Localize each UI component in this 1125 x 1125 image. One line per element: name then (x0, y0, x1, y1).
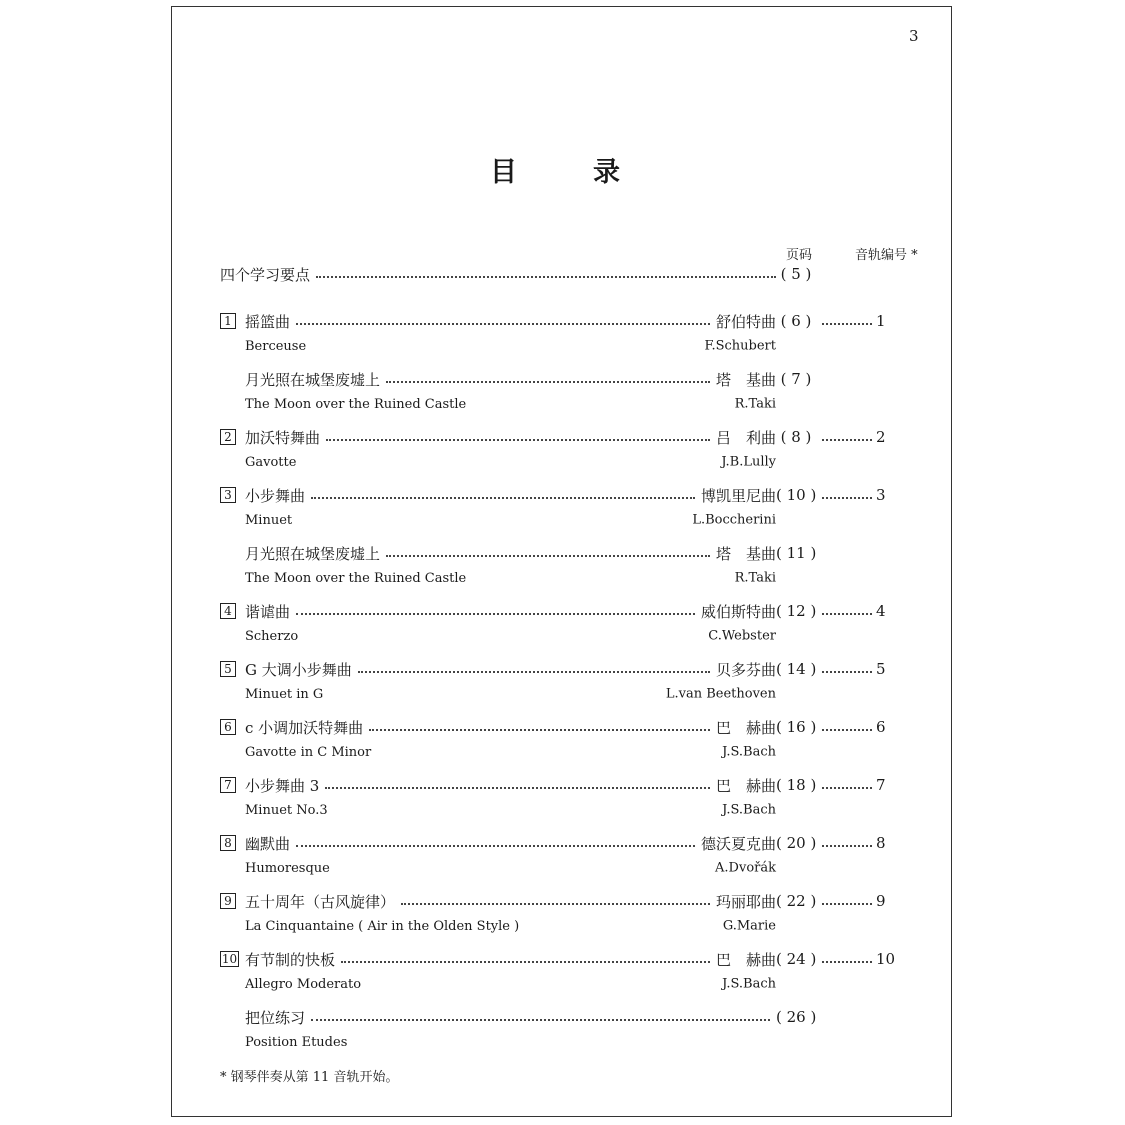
track-number: 7 (876, 776, 886, 794)
piece-title-en: Berceuse (245, 338, 307, 354)
toc-entry-en-line (220, 742, 890, 762)
toc-entry-cn-line (220, 426, 890, 448)
piece-title-cn: 月光照在城堡废墟上 (245, 370, 381, 389)
toc-entry-en-line (220, 394, 890, 414)
composer-en: F.Schubert (704, 338, 776, 354)
track-leader-dots (822, 845, 872, 847)
composer-en: R.Taki (734, 396, 776, 412)
toc-entry-cn-line (220, 948, 896, 970)
piece-title-cn: 小步舞曲 3 (245, 776, 320, 795)
toc-entry-en-line (220, 916, 890, 936)
composer-cn: 吕 利曲 (715, 428, 776, 447)
piece-title-en: Scherzo (245, 628, 299, 644)
piece-number-box: 3 (220, 487, 236, 503)
leader-dots (369, 729, 710, 731)
piece-title-cn: 月光照在城堡废墟上 (245, 544, 381, 563)
composer-cn: 巴 赫曲 (715, 950, 776, 969)
piece-title-cn: 小步舞曲 (245, 486, 306, 505)
composer-cn: 塔 基曲 (715, 544, 776, 563)
page-ref: ( 26 ) (776, 1008, 817, 1026)
composer-cn: 贝多芬曲 (715, 660, 776, 679)
composer-en: G.Marie (722, 918, 776, 934)
page-ref: ( 6 ) (780, 312, 812, 330)
piece-title-cn: 谐谑曲 (245, 602, 291, 621)
piece-number-box: 4 (220, 603, 236, 619)
composer-cn: 德沃夏克曲 (700, 834, 776, 853)
piece-title-cn: 幽默曲 (245, 834, 291, 853)
piece-title-en: Gavotte (245, 454, 297, 470)
piece-title-cn: c 小调加沃特舞曲 (245, 718, 364, 737)
track-number: 3 (876, 486, 886, 504)
composer-cn: 巴 赫曲 (715, 776, 776, 795)
piece-number-box: 7 (220, 777, 236, 793)
track-number: 1 (876, 312, 886, 330)
composer-cn: 塔 基曲 (715, 370, 776, 389)
composer-en: J.S.Bach (722, 802, 776, 818)
piece-title-en: Allegro Moderato (245, 976, 362, 992)
toc-entry-en-line (220, 336, 890, 356)
piece-number-box: 10 (221, 952, 238, 966)
composer-en: J.S.Bach (722, 976, 776, 992)
page-ref: ( 18 ) (776, 776, 817, 794)
column-header-track: 音轨编号 * (855, 248, 918, 263)
page-ref: ( 12 ) (776, 602, 817, 620)
page-ref: ( 16 ) (776, 718, 817, 736)
track-leader-dots (822, 671, 872, 673)
toc-entry-cn-line (220, 484, 890, 506)
composer-cn: 巴 赫曲 (715, 718, 776, 737)
composer-en: C.Webster (708, 628, 776, 644)
piece-title-en: The Moon over the Ruined Castle (245, 570, 467, 586)
piece-number-box: 2 (220, 429, 236, 445)
piece-title-en: The Moon over the Ruined Castle (245, 396, 467, 412)
track-leader-dots (822, 729, 872, 731)
track-leader-dots (822, 903, 872, 905)
piece-number-box: 1 (220, 313, 236, 329)
toc-entry-en-line (220, 1032, 890, 1052)
page-ref: ( 7 ) (780, 370, 812, 388)
toc-entry-en-line (220, 452, 890, 472)
toc-entry-cn-line (220, 658, 890, 680)
composer-cn: 博凯里尼曲 (700, 486, 776, 505)
piece-title-en: Minuet in G (245, 686, 324, 702)
track-number: 4 (876, 602, 886, 620)
leader-dots (326, 439, 710, 441)
toc-entry-cn-line (220, 310, 890, 332)
piece-title-cn: 把位练习 (245, 1008, 306, 1027)
composer-en: A.Dvořák (715, 860, 776, 876)
piece-title-en: La Cinquantaine ( Air in the Olden Style ) (245, 918, 520, 934)
page-ref: ( 24 ) (776, 950, 817, 968)
track-number: 5 (876, 660, 886, 678)
toc-entry-en-line (220, 974, 890, 994)
track-number: 9 (876, 892, 886, 910)
composer-cn: 玛丽耶曲 (715, 892, 776, 911)
track-leader-dots (822, 613, 872, 615)
piece-title-en: Minuet No.3 (245, 802, 328, 818)
track-leader-dots (822, 439, 872, 441)
page-ref: ( 11 ) (776, 544, 817, 562)
toc-entry-cn-line (220, 774, 890, 796)
composer-en: J.S.Bach (722, 744, 776, 760)
track-number: 6 (876, 718, 886, 736)
toc-entry-en-line (220, 510, 890, 530)
track-number: 8 (876, 834, 886, 852)
leader-dots (311, 1019, 770, 1021)
piece-title-cn: G 大调小步舞曲 (245, 660, 352, 679)
leader-dots (325, 787, 710, 789)
composer-cn: 威伯斯特曲 (700, 602, 776, 621)
column-header-page: 页码 (786, 248, 813, 263)
toc-entry-cn-line (220, 600, 890, 622)
track-leader-dots (822, 961, 872, 963)
page-number: 3 (909, 27, 919, 45)
piece-title-cn: 摇篮曲 (245, 312, 291, 331)
leader-dots (386, 555, 710, 557)
piece-title-en: Gavotte in C Minor (245, 744, 372, 760)
intro-page: ( 5 ) (780, 265, 812, 283)
toc-entry-cn-line (220, 716, 890, 738)
toc-entry-en-line (220, 800, 890, 820)
piece-number-box: 8 (220, 835, 236, 851)
leader-dots (358, 671, 710, 673)
leader-dots (296, 845, 695, 847)
track-leader-dots (822, 323, 872, 325)
piece-title-en: Minuet (245, 512, 293, 528)
leader-dots (386, 381, 710, 383)
track-leader-dots (822, 497, 872, 499)
track-number: 2 (876, 428, 886, 446)
leader-dots (296, 323, 710, 325)
leader-dots (401, 903, 710, 905)
toc-entry-en-line (220, 626, 890, 646)
toc-title-char: 录 (593, 157, 620, 188)
composer-en: L.Boccherini (692, 512, 776, 528)
page-ref: ( 22 ) (776, 892, 817, 910)
toc-title-char: 目 (490, 157, 517, 188)
page-ref: ( 20 ) (776, 834, 817, 852)
piece-title-cn: 五十周年（古风旋律） (245, 892, 396, 911)
composer-cn: 舒伯特曲 (715, 312, 776, 331)
leader-dots (316, 276, 776, 278)
composer-en: L.van Beethoven (665, 686, 776, 702)
piece-number-box: 9 (220, 893, 236, 909)
toc-entry-en-line (220, 684, 890, 704)
page-ref: ( 14 ) (776, 660, 817, 678)
toc-entry-cn-line (220, 832, 890, 854)
toc-entry-cn-line (220, 368, 890, 390)
toc-entry-cn-line (220, 542, 890, 564)
toc-entry-cn-line (220, 1006, 890, 1028)
piece-title-en: Position Etudes (245, 1034, 348, 1050)
toc-entry-en-line (220, 858, 890, 878)
leader-dots (296, 613, 695, 615)
piece-number-box: 6 (220, 719, 236, 735)
piece-title-en: Humoresque (245, 860, 330, 876)
composer-en: J.B.Lully (721, 454, 776, 470)
piece-number-box: 5 (220, 661, 236, 677)
footnote: * 钢琴伴奏从第 11 音轨开始。 (220, 1070, 399, 1085)
toc-entry-cn-line (220, 890, 890, 912)
page-ref: ( 8 ) (780, 428, 812, 446)
piece-title-cn: 加沃特舞曲 (245, 428, 321, 447)
intro-label: 四个学习要点 (220, 265, 311, 284)
leader-dots (311, 497, 695, 499)
page-ref: ( 10 ) (776, 486, 817, 504)
toc-entry-en-line (220, 568, 890, 588)
toc-title (490, 150, 620, 190)
piece-title-cn: 有节制的快板 (245, 950, 336, 969)
leader-dots (341, 961, 710, 963)
composer-en: R.Taki (734, 570, 776, 586)
track-number: 10 (876, 950, 896, 968)
track-leader-dots (822, 787, 872, 789)
